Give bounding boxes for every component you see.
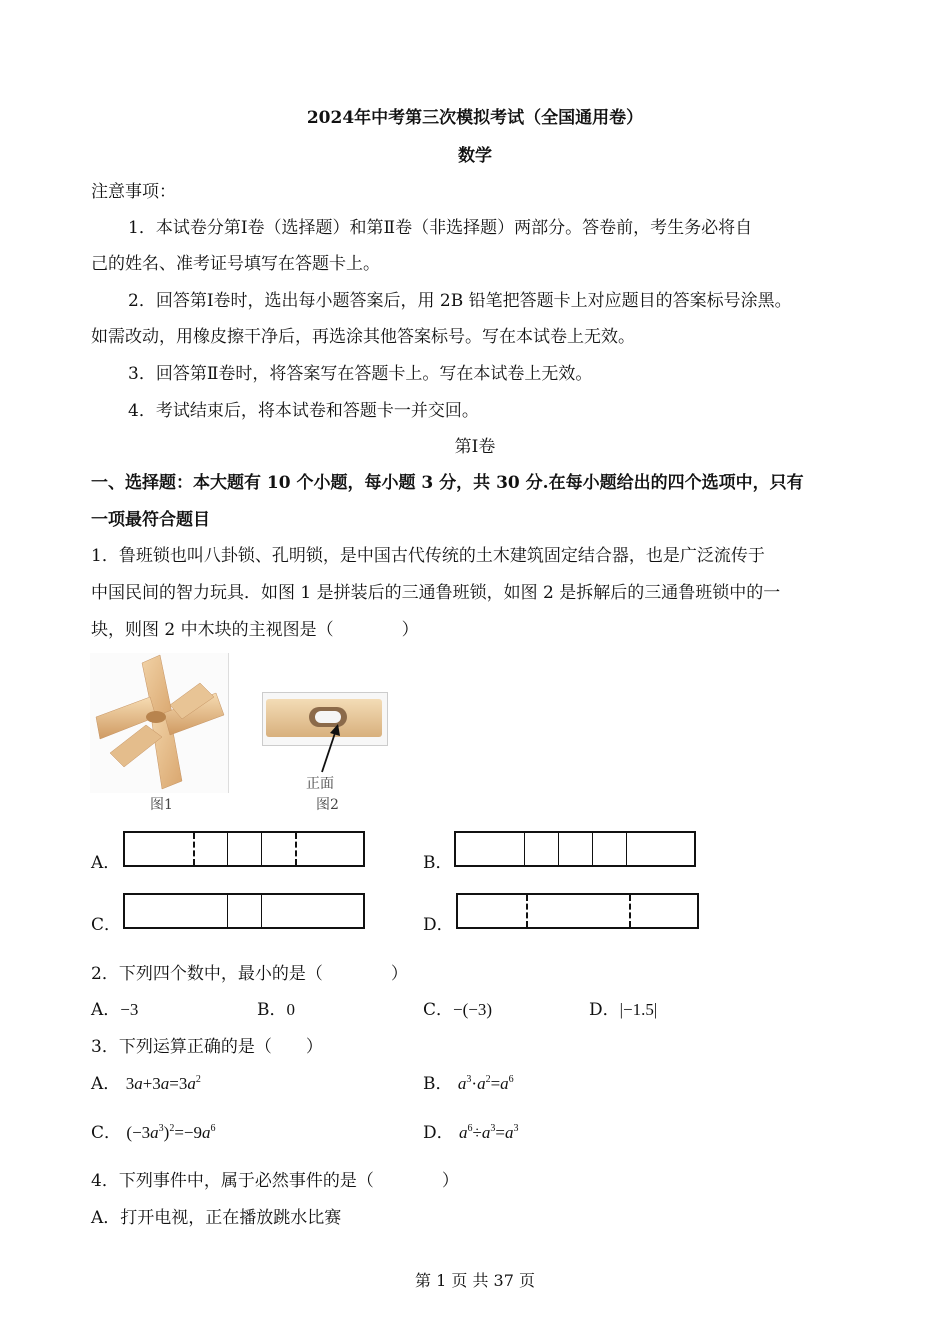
q3-option-b-expr: $a^3\cdot a^2=a^6$ [457, 1074, 514, 1093]
q3-option-b[interactable] [423, 1069, 514, 1094]
q2-option-a-value: −3 [120, 1000, 139, 1019]
q3-option-c-expr: $(-3a^3)^2=-9a^6$ [126, 1123, 216, 1142]
q3-option-b-label: B． [423, 1074, 453, 1094]
q3-option-c-label: C． [91, 1123, 122, 1143]
exam-title: 2024年中考第三次模拟考试（全国通用卷） [306, 108, 644, 128]
q2-option-a-label: A． [91, 1000, 121, 1020]
q1-option-d-label[interactable]: D． [423, 915, 454, 935]
q3-option-d-expr: $a^6\div a^3=a^3$ [459, 1123, 519, 1142]
q2-option-d[interactable] [589, 995, 657, 1020]
q2-option-b[interactable] [257, 995, 295, 1020]
q1-option-c-label[interactable]: C． [91, 915, 122, 935]
q1-option-b-figure[interactable] [454, 831, 696, 867]
q2-option-b-label: B． [257, 1000, 287, 1020]
notice-heading: 注意事项： [91, 182, 176, 202]
q1-option-a-figure[interactable] [123, 831, 365, 867]
subject-title: 数学 [458, 146, 492, 166]
q2-option-d-value: |−1.5| [619, 1000, 658, 1019]
q3-option-d[interactable] [423, 1118, 518, 1143]
page-footer: 第 1 页 共 37 页 [415, 1271, 535, 1290]
figure-2-caption: 图2 [316, 797, 339, 813]
notice-item-1-line-1: 1．本试卷分第Ⅰ卷（选择题）和第Ⅱ卷（非选择题）两部分。答卷前，考生务必将自 [128, 218, 753, 238]
q4-stem: 4．下列事件中，属于必然事件的是（ ） [91, 1171, 459, 1191]
q1-option-c-figure[interactable] [123, 893, 365, 929]
q2-option-d-label: D． [589, 1000, 620, 1020]
q2-option-c-value: −(−3) [453, 1000, 493, 1019]
q3-stem: 3．下列运算正确的是（ ） [91, 1037, 323, 1057]
section-heading-line-1: 一、选择题：本大题有 10 个小题，每小题 3 分，共 30 分.在每小题给出的四个选项中，只有 [91, 473, 804, 493]
q1-stem-line-3: 块，则图 2 中木块的主视图是（ ） [91, 620, 419, 640]
q3-option-a[interactable] [91, 1069, 201, 1094]
q1-option-d-figure[interactable] [456, 893, 699, 929]
q2-option-a[interactable] [91, 995, 138, 1020]
q3-option-d-label: D． [423, 1123, 454, 1143]
notice-item-4: 4．考试结束后，将本试卷和答题卡一并交回。 [128, 401, 479, 421]
figure-1-luban-lock [90, 653, 229, 793]
notice-item-3: 3．回答第Ⅱ卷时，将答案写在答题卡上。写在本试卷上无效。 [128, 364, 593, 384]
q2-stem: 2．下列四个数中，最小的是（ ） [91, 964, 408, 984]
q3-option-a-label: A． [91, 1074, 121, 1094]
section-heading-line-2: 一项最符合题目 [91, 510, 210, 530]
q1-stem-line-1: 1．鲁班锁也叫八卦锁、孔明锁，是中国古代传统的土木建筑固定结合器，也是广泛流传于 [91, 546, 765, 566]
q2-option-c-label: C． [423, 1000, 454, 1020]
q3-option-c[interactable] [91, 1118, 216, 1143]
q1-option-a-label[interactable]: A． [91, 853, 121, 873]
q1-option-b-label[interactable]: B． [423, 853, 453, 873]
q2-option-b-value: 0 [286, 1000, 295, 1019]
figure-1-caption: 图1 [150, 797, 173, 813]
front-label: 正面 [306, 776, 334, 792]
volume-title: 第Ⅰ卷 [454, 437, 496, 457]
notice-item-2-line-2: 如需改动，用橡皮擦干净后，再选涂其他答案标号。写在本试卷上无效。 [91, 327, 635, 347]
notice-item-2-line-1: 2．回答第Ⅰ卷时，选出每小题答案后，用 2B 铅笔把答题卡上对应题目的答案标号涂黑。 [128, 291, 792, 311]
notice-item-1-line-2: 己的姓名、准考证号填写在答题卡上。 [91, 254, 380, 274]
q1-stem-line-2: 中国民间的智力玩具．如图 1 是拼装后的三通鲁班锁，如图 2 是拆解后的三通鲁班锁中的一 [91, 583, 781, 603]
front-arrow [316, 722, 346, 774]
q4-option-a[interactable]: A．打开电视，正在播放跳水比赛 [91, 1208, 342, 1228]
q3-option-a-expr: $3a+3a=3a^2$ [125, 1074, 201, 1093]
q2-option-c[interactable] [423, 995, 492, 1020]
